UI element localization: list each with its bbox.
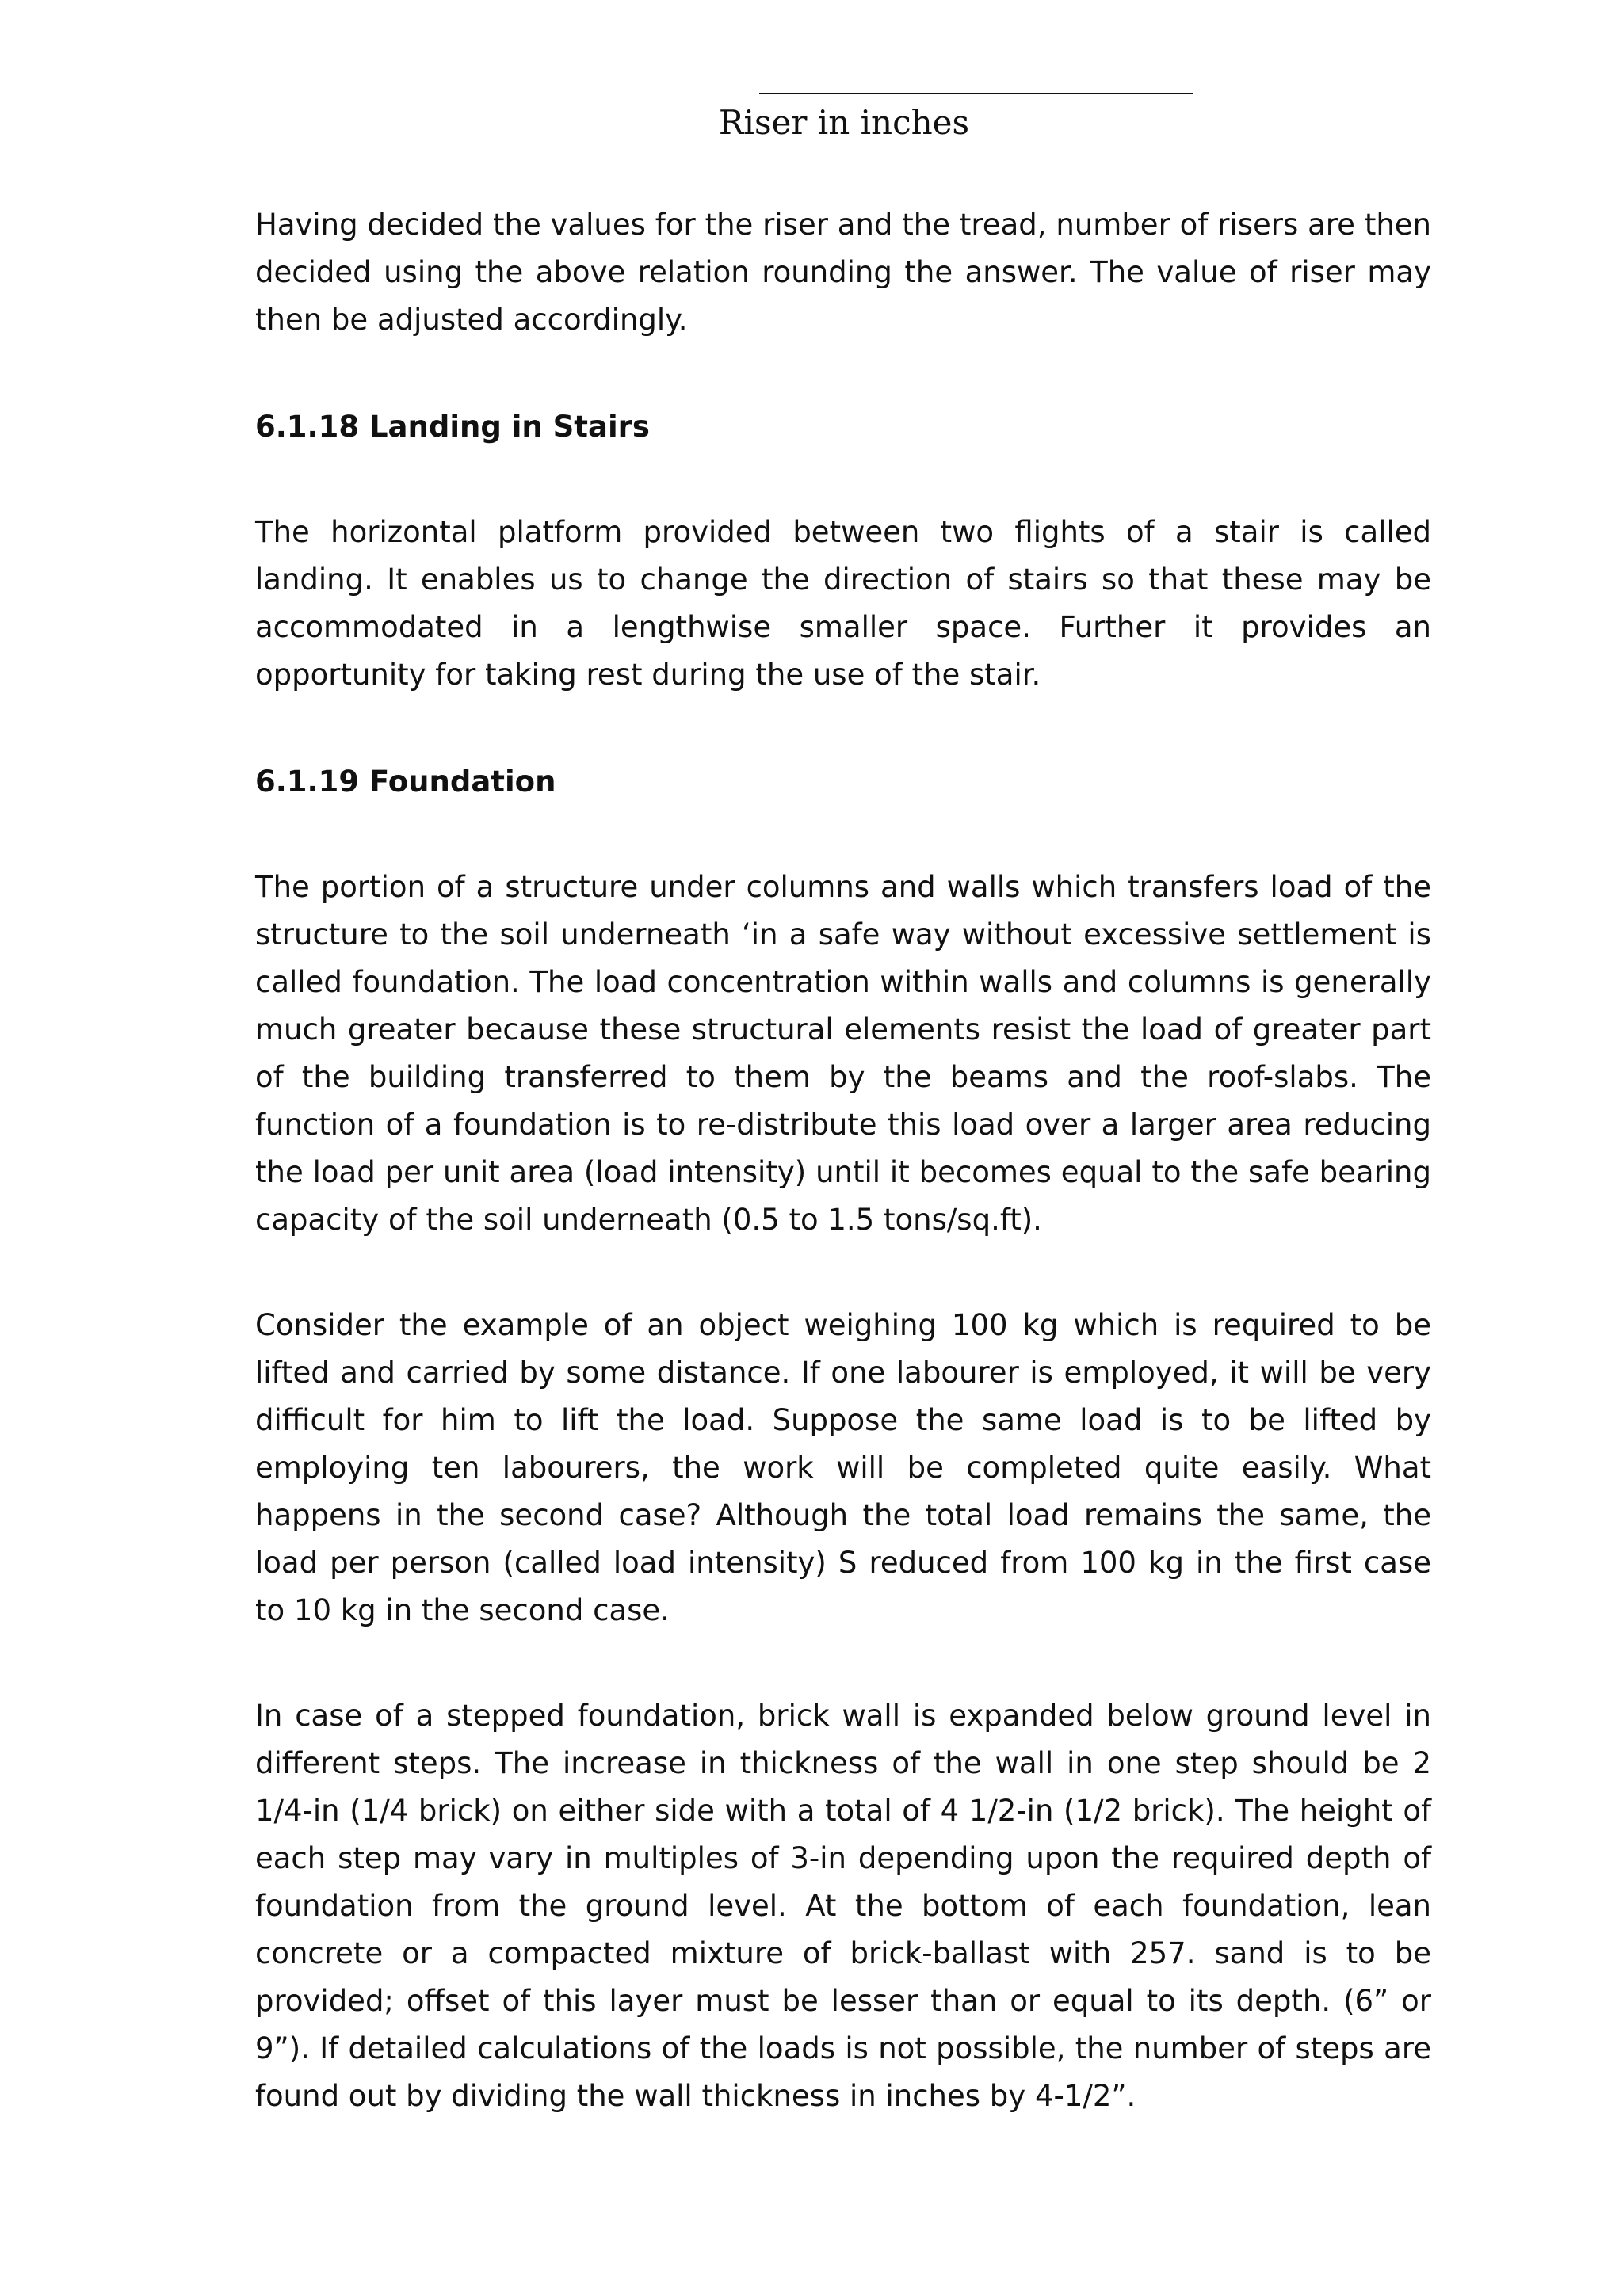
paragraph-stepped-foundation: In case of a stepped foundation, brick wall is expanded below ground level in different steps. The increase in thickness of the wall in one step should be 2 1/4-in (1/4 brick) on either side with a total of 4 1/2-in (1/2 brick). The height of each step may vary in multiples of 3-in depending upon the required depth of foundation from the ground level. At the bottom of each foundation, lean concrete or a compacted mixture of brick-ballast with 257. sand is to be provided; offset of this layer must be lesser than or equal to its depth. (6” or 9”). If detailed calculations of the loads is not possible, the number of steps are found out by dividing the wall thickness in inches by 4-1/2”. [255,1699,1431,2113]
document-body [255,201,1431,2120]
heading-foundation: 6.1.19 Foundation [255,765,556,799]
fraction-denominator: Riser in inches [718,103,970,142]
paragraph-riser-tread: Having decided the values for the riser and the tread, number of risers are then decided using the above relation rounding the answer. The value of riser may then be adjusted accordingly. [255,208,1431,337]
paragraph-foundation-definition: The portion of a structure under columns and walls which transfers load of the structure to the soil underneath ‘in a safe way without excessive settlement is called foundation. The load concentration within walls and columns is generally much greater because these structural elements resist the load of greater part of the building transferred to them by the beams and the roof-slabs. The function of a foundation is to re-distribute this load over a larger area reducing the load per unit area (load intensity) until it becomes equal to the safe bearing capacity of the soil underneath (0.5 to 1.5 tons/sq.ft). [255,870,1431,1237]
paragraph-load-example: Consider the example of an object weighing 100 kg which is required to be lifted and carried by some distance. If one labourer is employed, it will be very difficult for him to lift the load. Suppose the same load is to be lifted by employing ten labourers, the work will be completed quite easily. What happens in the second case? Although the total load remains the same, the load per person (called load intensity) S reduced from 100 kg in the first case to 10 kg in the second case. [255,1308,1431,1627]
heading-landing-in-stairs: 6.1.18 Landing in Stairs [255,410,650,444]
fraction-rule [759,93,1193,94]
paragraph-landing: The horizontal platform provided between two flights of a stair is called landing. It enables us to change the direction of stairs so that these may be accommodated in a lengthwise smaller space. Further it provides an opportunity for taking rest during the use of the stair. [255,515,1431,692]
